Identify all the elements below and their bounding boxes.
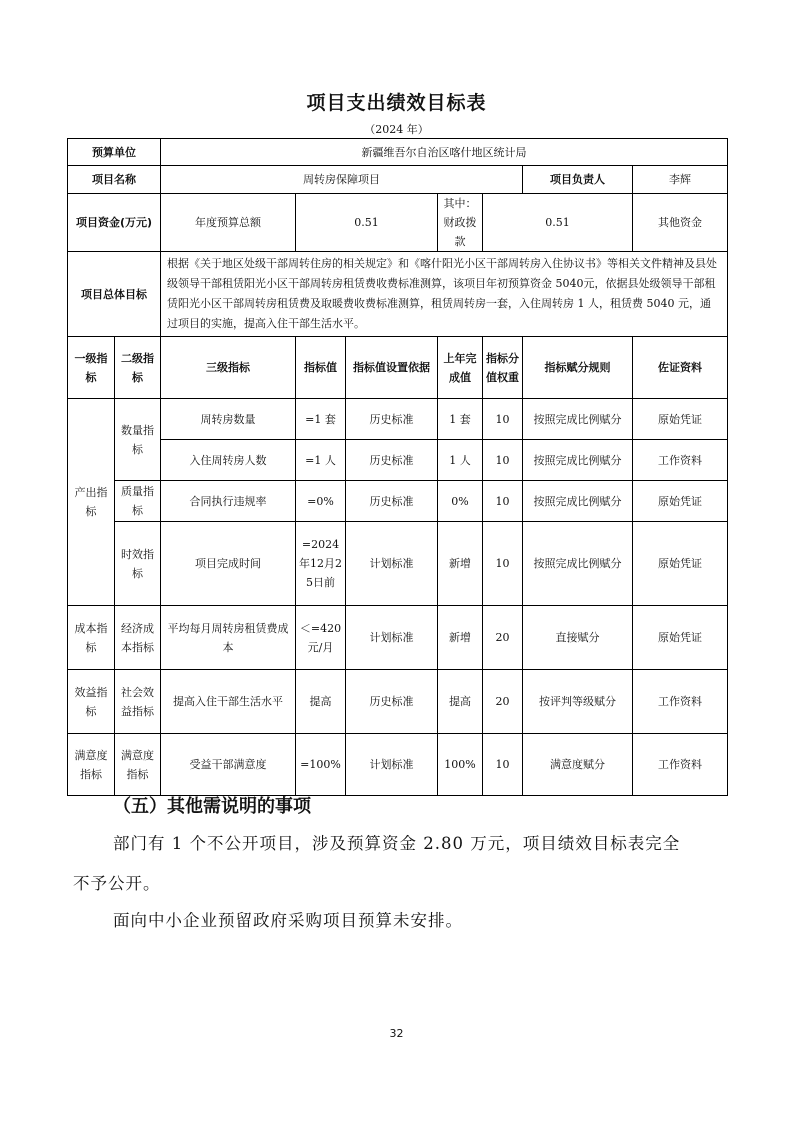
indicator-basis: 历史标准 bbox=[346, 399, 438, 440]
indicator-weight: 10 bbox=[483, 399, 523, 440]
budget-unit-label: 预算单位 bbox=[68, 139, 161, 166]
col-rule: 指标赋分规则 bbox=[523, 337, 633, 399]
project-manager-value: 李辉 bbox=[633, 166, 728, 194]
indicator-value: =2024年12月25日前 bbox=[296, 522, 346, 606]
indicator-last: 1 套 bbox=[438, 399, 483, 440]
indicator-weight: 20 bbox=[483, 606, 523, 670]
project-funds-label: 项目资金(万元) bbox=[68, 194, 161, 252]
indicator-name: 平均每月周转房租赁费成本 bbox=[161, 606, 296, 670]
col-basis: 指标值设置依据 bbox=[346, 337, 438, 399]
group-economic-cost: 经济成本指标 bbox=[115, 606, 161, 670]
group-output: 产出指标 bbox=[68, 399, 115, 606]
group-quality: 质量指标 bbox=[115, 481, 161, 522]
indicator-name: 提高入住干部生活水平 bbox=[161, 670, 296, 734]
project-name-label: 项目名称 bbox=[68, 166, 161, 194]
indicator-evidence: 原始凭证 bbox=[633, 481, 728, 522]
indicator-value: =0% bbox=[296, 481, 346, 522]
indicator-rule: 满意度赋分 bbox=[523, 734, 633, 796]
indicator-rule: 按照完成比例赋分 bbox=[523, 522, 633, 606]
budget-unit-value: 新疆维吾尔自治区喀什地区统计局 bbox=[161, 139, 728, 166]
group-social-benefit: 社会效益指标 bbox=[115, 670, 161, 734]
table-row bbox=[68, 734, 728, 796]
col-value: 指标值 bbox=[296, 337, 346, 399]
indicator-name: 受益干部满意度 bbox=[161, 734, 296, 796]
annual-budget-label: 年度预算总额 bbox=[161, 194, 296, 252]
indicator-name: 项目完成时间 bbox=[161, 522, 296, 606]
indicator-evidence: 原始凭证 bbox=[633, 522, 728, 606]
indicator-value: 提高 bbox=[296, 670, 346, 734]
indicator-name: 周转房数量 bbox=[161, 399, 296, 440]
other-funds-label: 其他资金 bbox=[633, 194, 728, 252]
indicator-last: 0% bbox=[438, 481, 483, 522]
year-label: （2024 年） bbox=[364, 123, 429, 136]
performance-table bbox=[67, 138, 728, 796]
indicator-rule: 按评判等级赋分 bbox=[523, 670, 633, 734]
indicator-evidence: 工作资料 bbox=[633, 440, 728, 481]
project-name-value: 周转房保障项目 bbox=[161, 166, 523, 194]
indicator-basis: 历史标准 bbox=[346, 440, 438, 481]
col-level1: 一级指标 bbox=[68, 337, 115, 399]
indicator-basis: 计划标准 bbox=[346, 522, 438, 606]
indicator-value: =1 套 bbox=[296, 399, 346, 440]
project-manager-label: 项目负责人 bbox=[523, 166, 633, 194]
col-level3: 三级指标 bbox=[161, 337, 296, 399]
indicator-rule: 直接赋分 bbox=[523, 606, 633, 670]
indicator-weight: 10 bbox=[483, 734, 523, 796]
col-level2: 二级指标 bbox=[115, 337, 161, 399]
indicator-name: 合同执行违规率 bbox=[161, 481, 296, 522]
indicator-value: ＜=420元/月 bbox=[296, 606, 346, 670]
fiscal-allocation-value: 0.51 bbox=[483, 194, 633, 252]
indicator-rule: 按照完成比例赋分 bbox=[523, 440, 633, 481]
overall-goal-label: 项目总体目标 bbox=[68, 252, 161, 337]
paragraph-undisclosed-line2: 不予公开。 bbox=[73, 874, 161, 893]
indicator-last: 提高 bbox=[438, 670, 483, 734]
group-benefit: 效益指标 bbox=[68, 670, 115, 734]
table-row bbox=[68, 522, 728, 606]
fiscal-allocation-label: 其中：财政拨款 bbox=[438, 194, 483, 252]
col-weight: 指标分值权重 bbox=[483, 337, 523, 399]
indicator-basis: 历史标准 bbox=[346, 481, 438, 522]
group-quantity: 数量指标 bbox=[115, 399, 161, 481]
indicator-rule: 按照完成比例赋分 bbox=[523, 481, 633, 522]
indicator-weight: 10 bbox=[483, 481, 523, 522]
indicator-evidence: 工作资料 bbox=[633, 734, 728, 796]
table-row bbox=[68, 670, 728, 734]
paragraph-procurement: 面向中小企业预留政府采购项目预算未安排。 bbox=[113, 911, 463, 930]
indicator-name: 入住周转房人数 bbox=[161, 440, 296, 481]
annual-budget-value: 0.51 bbox=[296, 194, 438, 252]
indicator-rule: 按照完成比例赋分 bbox=[523, 399, 633, 440]
indicator-basis: 计划标准 bbox=[346, 606, 438, 670]
section-heading: （五）其他需说明的事项 bbox=[113, 796, 311, 817]
indicator-weight: 20 bbox=[483, 670, 523, 734]
table-row bbox=[68, 606, 728, 670]
table-row bbox=[68, 440, 728, 481]
indicator-last: 新增 bbox=[438, 606, 483, 670]
indicator-last: 100% bbox=[438, 734, 483, 796]
table-row bbox=[68, 399, 728, 440]
indicator-basis: 历史标准 bbox=[346, 670, 438, 734]
indicator-basis: 计划标准 bbox=[346, 734, 438, 796]
indicator-evidence: 原始凭证 bbox=[633, 606, 728, 670]
indicator-weight: 10 bbox=[483, 440, 523, 481]
indicator-evidence: 原始凭证 bbox=[633, 399, 728, 440]
page-number: 32 bbox=[389, 1027, 404, 1040]
indicator-value: =1 人 bbox=[296, 440, 346, 481]
indicator-evidence: 工作资料 bbox=[633, 670, 728, 734]
table-row bbox=[68, 481, 728, 522]
group-satisfaction-sub: 满意度指标 bbox=[115, 734, 161, 796]
group-satisfaction: 满意度指标 bbox=[68, 734, 115, 796]
indicator-last: 1 人 bbox=[438, 440, 483, 481]
indicator-value: =100% bbox=[296, 734, 346, 796]
page-title: 项目支出绩效目标表 bbox=[306, 92, 487, 114]
group-cost: 成本指标 bbox=[68, 606, 115, 670]
overall-goal-text: 根据《关于地区处级干部周转住房的相关规定》和《喀什阳光小区干部周转房入住协议书》等相关文件精神及县处级领导干部租赁阳光小区干部周转房租赁费收费标准测算，该项目年初预算资金 5040元，依据县处级领导干部租赁阳光小区干部周转房租赁费及取暖费收费标准测算，租赁周转房一套，入住周转房 1 人，租赁费 5040 元，通过项目的实施，提高入住干部生活水平。 bbox=[161, 252, 728, 337]
indicator-weight: 10 bbox=[483, 522, 523, 606]
col-last-year: 上年完成值 bbox=[438, 337, 483, 399]
indicator-last: 新增 bbox=[438, 522, 483, 606]
group-timeliness: 时效指标 bbox=[115, 522, 161, 606]
paragraph-undisclosed-line1: 部门有 1 个不公开项目，涉及预算资金 2.80 万元，项目绩效目标表完全 bbox=[113, 834, 681, 853]
col-evidence: 佐证资料 bbox=[633, 337, 728, 399]
